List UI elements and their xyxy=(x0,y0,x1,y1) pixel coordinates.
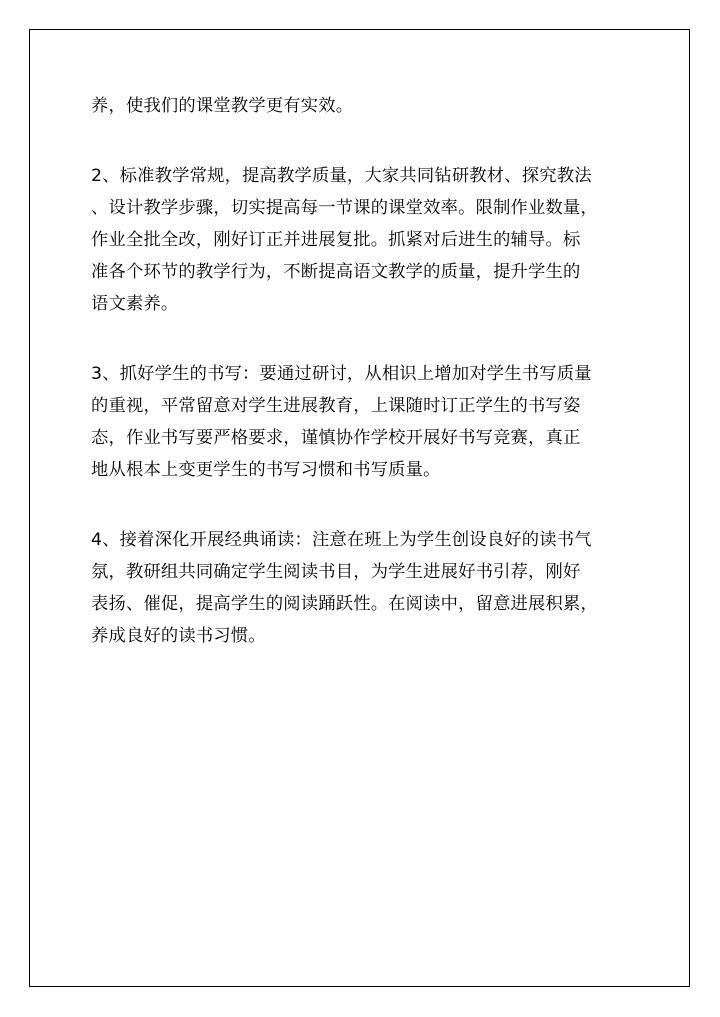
paragraph-3 xyxy=(91,358,631,486)
paragraph-2 xyxy=(91,160,631,320)
paragraph-line: 准各个环节的教学行为，不断提高语文教学的质量，提升学生的 xyxy=(91,262,581,282)
paragraph-line: 语文素养。 xyxy=(91,294,179,314)
paragraph-line: 的重视，平常留意对学生进展教育，上课随时订正学生的书写姿 xyxy=(91,396,581,416)
paragraph-line: 4、接着深化开展经典诵读：注意在班上为学生创设良好的读书气 xyxy=(91,530,592,550)
paragraph-line: 表扬、催促，提高学生的阅读踊跃性。在阅读中，留意进展积累， xyxy=(91,594,598,614)
paragraph-line: 作业全批全改，刚好订正并进展复批。抓紧对后进生的辅导。标 xyxy=(91,230,581,250)
paragraph-line: 地从根本上变更学生的书写习惯和书写质量。 xyxy=(91,460,441,480)
paragraph-4 xyxy=(91,524,631,652)
paragraph-line: 3、抓好学生的书写：要通过研讨，从相识上增加对学生书写质量 xyxy=(91,364,592,384)
document-body xyxy=(91,90,631,652)
paragraph-line: 2、标准教学常规，提高教学质量，大家共同钻研教材、探究教法 xyxy=(91,166,592,186)
paragraph-gap xyxy=(91,320,631,358)
paragraph-line: 态，作业书写要严格要求，谨慎协作学校开展好书写竞赛，真正 xyxy=(91,428,581,448)
paragraph-gap xyxy=(91,122,631,160)
paragraph-line: 、设计教学步骤，切实提高每一节课的课堂效率。限制作业数量， xyxy=(91,198,598,218)
paragraph-gap xyxy=(91,486,631,524)
intro-line: 养，使我们的课堂教学更有实效。 xyxy=(91,96,354,116)
paragraph-line: 养成良好的读书习惯。 xyxy=(91,626,266,646)
paragraph-line: 氛，教研组共同确定学生阅读书目，为学生进展好书引荐，刚好 xyxy=(91,562,581,582)
